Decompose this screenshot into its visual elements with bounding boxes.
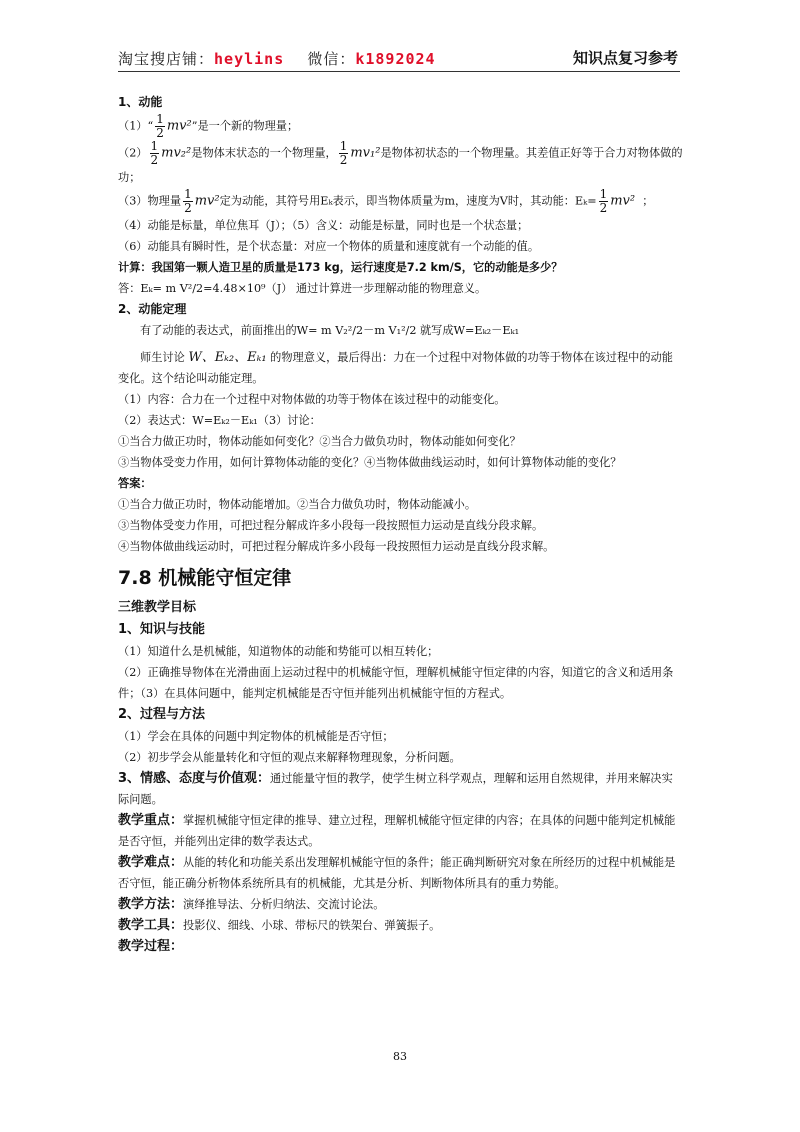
- fraction-half: $\frac{1}{2}$: [184, 187, 192, 215]
- shop-name: heylins: [214, 50, 285, 68]
- knowledge-heading: 1、知识与技能: [118, 622, 206, 637]
- section-heading-kinetic-energy: 1、动能: [118, 95, 163, 109]
- text: 师生讨论: [140, 351, 185, 364]
- document-body: [118, 92, 683, 957]
- formula-mv2-2: mv₂²: [161, 145, 192, 161]
- discussion-question: ③当物体受变力作用，如何计算物体动能的变化？④当物体做曲线运动时，如何计算物体动能的变化？: [118, 456, 622, 469]
- formula-mv2: mv²: [166, 118, 192, 134]
- paragraph: 有了动能的表达式，前面推出的W= m V₂²/2－m V₁²/2 就写成W=Eₖ₂－Eₖ₁: [140, 324, 520, 337]
- answer-item: ④当物体做曲线运动时，可把过程分解成许多小段每一段按照恒力运动是直线分段求解。: [118, 540, 555, 553]
- paragraph: [118, 936, 683, 957]
- paragraph: （2）表达式：W=Eₖ₂－Eₖ₁（3）讨论：: [118, 414, 321, 427]
- shop-label: 淘宝搜店铺：: [118, 50, 215, 68]
- text: （1）“: [118, 119, 154, 133]
- discussion-question: ①当合力做正功时，物体动能如何变化？②当合力做负功时，物体动能如何变化？: [118, 435, 521, 448]
- header-shop-info: [118, 48, 436, 69]
- paragraph: （2）初步学会从能量转化和守恒的观点来解释物理现象，分析问题。: [118, 751, 461, 764]
- fraction-half: $\frac{1}{2}$: [150, 139, 159, 167]
- answer-label: 答案：: [118, 477, 152, 490]
- calculation-question: 计算：我国第一颗人造卫星的质量是173 kg，运行速度是7.2 km/S，它的动能是多少？: [118, 261, 563, 274]
- text: ；: [642, 194, 654, 208]
- key-point-label: 教学重点：: [118, 813, 184, 828]
- wechat-id: k1892024: [355, 50, 436, 68]
- fraction-half: $\frac{1}{2}$: [156, 112, 164, 140]
- chapter-title: 7.8 机械能守恒定律: [118, 567, 292, 589]
- text: 的物理意义，最后得出：力在一个过程中对物体做的功等于物体在该过程中的动能变化。这个结论叫动能定理。: [118, 351, 673, 385]
- teaching-method-label: 教学方法：: [118, 897, 184, 912]
- paragraph: [118, 894, 683, 915]
- emotion-label: 3、情感、态度与价值观：: [118, 771, 271, 786]
- fraction-half: $\frac{1}{2}$: [339, 139, 348, 167]
- text: ”是一个新的物理量；: [191, 119, 299, 133]
- paragraph: [118, 113, 683, 140]
- paragraph: [118, 915, 683, 936]
- header-title: 知识点复习参考: [572, 49, 678, 67]
- paragraph: [118, 347, 683, 389]
- text: 从能的转化和功能关系出发理解机械能守恒的条件；能正确判断研究对象在所经历的过程中机械能是否守恒，能正确分析物体系统所具有的机械能，尤其是分析、判断物体所具有的重力势能。: [118, 856, 676, 890]
- fraction-half: $\frac{1}{2}$: [599, 187, 608, 215]
- answer-item: ③当物体受变力作用，可把过程分解成许多小段每一段按照恒力运动是直线分段求解。: [118, 519, 544, 532]
- goals-heading: 三维教学目标: [118, 600, 197, 615]
- text: 投影仪、细线、小球、带标尺的铁架台、弹簧振子。: [183, 919, 441, 932]
- method-heading: 2、过程与方法: [118, 707, 206, 722]
- formula-mv1-2: mv₁²: [350, 145, 381, 161]
- text: 演绎推导法、分析归纳法、交流讨论法。: [183, 898, 385, 911]
- answer-item: ①当合力做正功时，物体动能增加。②当合力做负功时，物体动能减小。: [118, 498, 477, 511]
- formula-mv2: mv²: [610, 193, 636, 209]
- page-header: [118, 44, 680, 74]
- answer: 答：Eₖ= m V²/2=4.48×10⁹（J） 通过计算进一步理解动能的物理意义。: [118, 282, 487, 295]
- paragraph: （1）内容：合力在一个过程中对物体做的功等于物体在该过程中的动能变化。: [118, 393, 506, 406]
- paragraph: （4）动能是标量，单位焦耳（J）；（5）含义：动能是标量，同时也是一个状态量；: [118, 219, 529, 232]
- page-number: 83: [393, 1050, 407, 1063]
- paragraph: [118, 768, 683, 810]
- section-heading-work-energy-theorem: 2、动能定理: [118, 302, 187, 316]
- text: （2）: [118, 146, 148, 160]
- text: 掌握机械能守恒定律的推导、建立过程，理解机械能守恒定律的内容；在具体的问题中能判定机械能是否守恒，并能列出定律的数学表达式。: [118, 814, 676, 848]
- paragraph: [118, 810, 683, 852]
- header-rule: [118, 71, 680, 72]
- paragraph: （1）学会在具体的问题中判定物体的机械能是否守恒；: [118, 730, 394, 743]
- paragraph: [118, 852, 683, 894]
- difficulty-label: 教学难点：: [118, 855, 184, 870]
- paragraph: （1）知道什么是机械能，知道物体的动能和势能可以相互转化；: [118, 645, 439, 658]
- paragraph: （6）动能具有瞬时性，是个状态量：对应一个物体的质量和速度就有一个动能的值。: [118, 240, 540, 253]
- text: 是物体初状态的一个物理量。其差值正好等于合力对物体做的功；: [118, 146, 683, 184]
- teaching-tools-label: 教学工具：: [118, 918, 184, 933]
- paragraph: [118, 188, 683, 215]
- text: （3）物理量: [118, 194, 182, 208]
- text: 通过能量守恒的教学，使学生树立科学观点，理解和运用自然规律，并用来解决实际问题。: [118, 772, 673, 806]
- paragraph: （2）正确推导物体在光滑曲面上运动过程中的机械能守恒，理解机械能守恒定律的内容，知道它的含义和适用条件；（3）在具体问题中，能判定机械能是否守恒并能列出机械能守恒的方程式。: [118, 666, 674, 700]
- teaching-process-label: 教学过程：: [118, 939, 184, 954]
- paragraph: [118, 140, 683, 188]
- formula-mv2: mv²: [194, 193, 220, 209]
- wechat-label: 微信：: [307, 50, 356, 68]
- formula-symbols: W、Eₖ₂、Eₖ₁: [188, 350, 267, 365]
- text: 是物体末状态的一个物理量，: [191, 146, 337, 160]
- text: 定为动能，其符号用Eₖ表示，即当物体质量为m，速度为V时，其动能：Eₖ=: [219, 194, 597, 208]
